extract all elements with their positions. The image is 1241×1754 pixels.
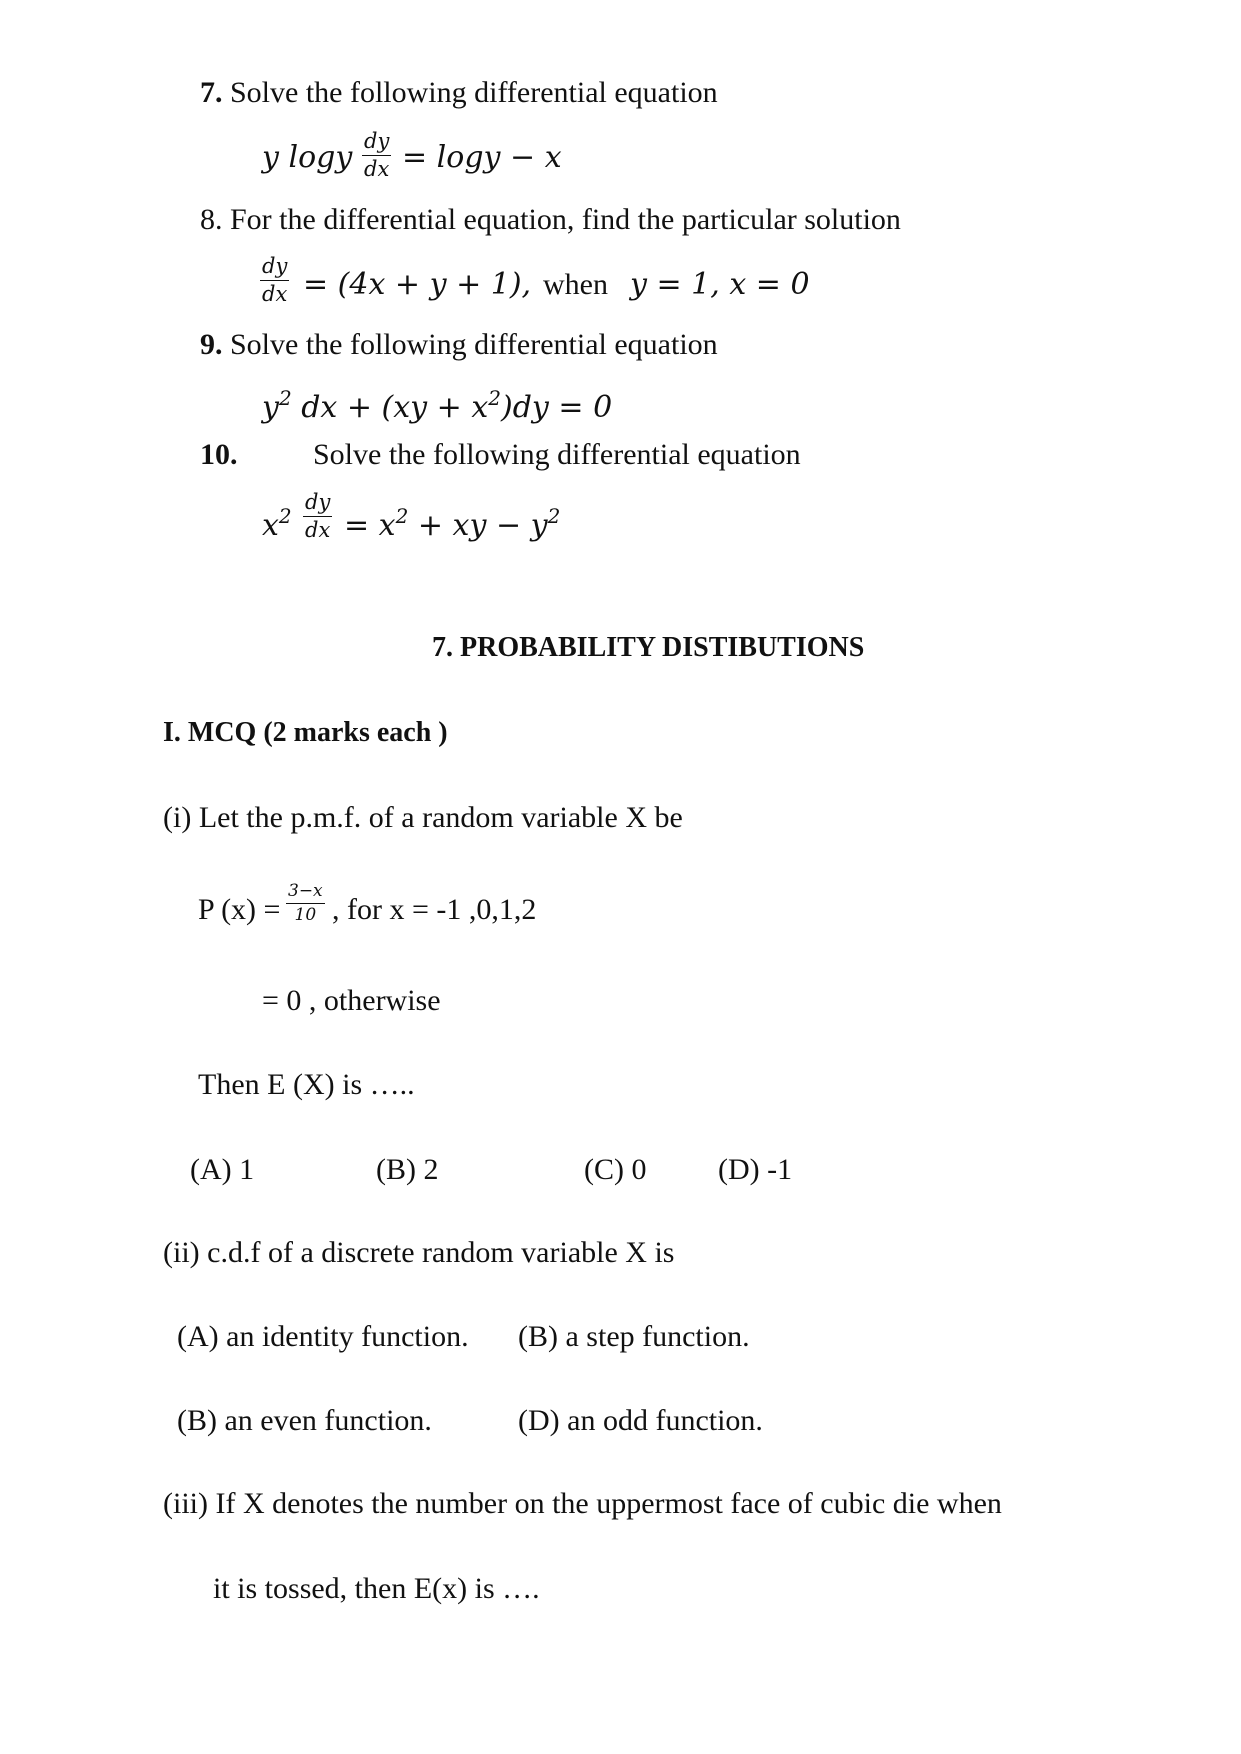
question-text: Solve the following differential equation — [313, 438, 801, 471]
equation-7-left: y logy — [262, 140, 353, 175]
exponent: 2 — [278, 504, 292, 528]
mcq-1-prompt: (i) Let the p.m.f. of a random variable X be — [163, 801, 683, 834]
exponent: 2 — [547, 504, 561, 528]
question-8 — [200, 205, 901, 235]
question-number: 10. — [200, 438, 238, 471]
question-text: Solve the following differential equation — [230, 76, 718, 109]
section-heading: I. MCQ (2 marks each ) — [163, 717, 448, 748]
pmf-left: P (x) = — [198, 893, 281, 926]
fraction-dy-dx — [303, 492, 332, 541]
equation-10-left — [262, 506, 292, 541]
exponent: 2 — [395, 504, 409, 528]
option-d: (D) an odd function. — [518, 1404, 763, 1437]
mcq-2-prompt: (ii) c.d.f of a discrete random variable X is — [163, 1236, 675, 1269]
exponent: 2 — [278, 386, 292, 410]
question-number: 7. — [200, 76, 223, 109]
option-c: (C) 0 — [584, 1153, 647, 1186]
fraction-pmf — [286, 883, 325, 924]
eq-term: + xy − y — [408, 508, 548, 543]
equation-7-right: = logy − x — [402, 140, 562, 175]
fraction-numerator: dy — [303, 492, 332, 517]
option-d: (D) -1 — [718, 1153, 793, 1186]
question-number: 9. — [200, 328, 223, 361]
mcq-3-prompt: (iii) If X denotes the number on the uppermost face of cubic die when — [163, 1487, 1002, 1520]
eq-term: x — [262, 508, 279, 543]
question-number: 8. — [200, 203, 223, 236]
exponent: 2 — [488, 386, 501, 410]
eq-term: y — [262, 390, 279, 425]
mcq-1-question: Then E (X) is ….. — [198, 1068, 415, 1101]
fraction-numerator: 3−x — [286, 883, 325, 904]
equation-8-right: = (4x + y + 1), — [303, 267, 532, 302]
fraction-numerator: dy — [260, 256, 289, 281]
option-c: (B) an even function. — [177, 1404, 432, 1437]
option-a: (A) 1 — [190, 1153, 255, 1186]
mcq-3-continuation: it is tossed, then E(x) is …. — [213, 1572, 540, 1605]
equation-10-right — [344, 506, 560, 541]
question-9 — [200, 330, 718, 360]
when-label: when — [543, 268, 608, 301]
question-text: Solve the following differential equation — [230, 328, 718, 361]
question-text: For the differential equation, find the particular solution — [230, 203, 901, 236]
chapter-title: 7. PROBABILITY DISTIBUTIONS — [432, 632, 865, 663]
fraction-dy-dx — [260, 256, 289, 305]
question-7 — [200, 78, 718, 108]
eq-term: = x — [344, 508, 396, 543]
option-a: (A) an identity function. — [177, 1320, 469, 1353]
fraction-denominator: dx — [364, 157, 390, 181]
fraction-dy-dx — [362, 131, 391, 180]
fraction-numerator: dy — [362, 131, 391, 156]
fraction-denominator: dx — [305, 518, 331, 542]
pmf-right: , for x = -1 ,0,1,2 — [332, 893, 537, 926]
fraction-denominator: 10 — [294, 905, 317, 925]
eq-term: dx + (xy + x — [291, 390, 489, 425]
equation-9 — [262, 388, 612, 423]
initial-condition: y = 1, x = 0 — [630, 267, 810, 302]
option-b: (B) a step function. — [518, 1320, 750, 1353]
fraction-denominator: dx — [262, 282, 288, 306]
option-b: (B) 2 — [376, 1153, 439, 1186]
eq-term: )dy = 0 — [501, 390, 613, 425]
pmf-otherwise: = 0 , otherwise — [262, 984, 441, 1017]
